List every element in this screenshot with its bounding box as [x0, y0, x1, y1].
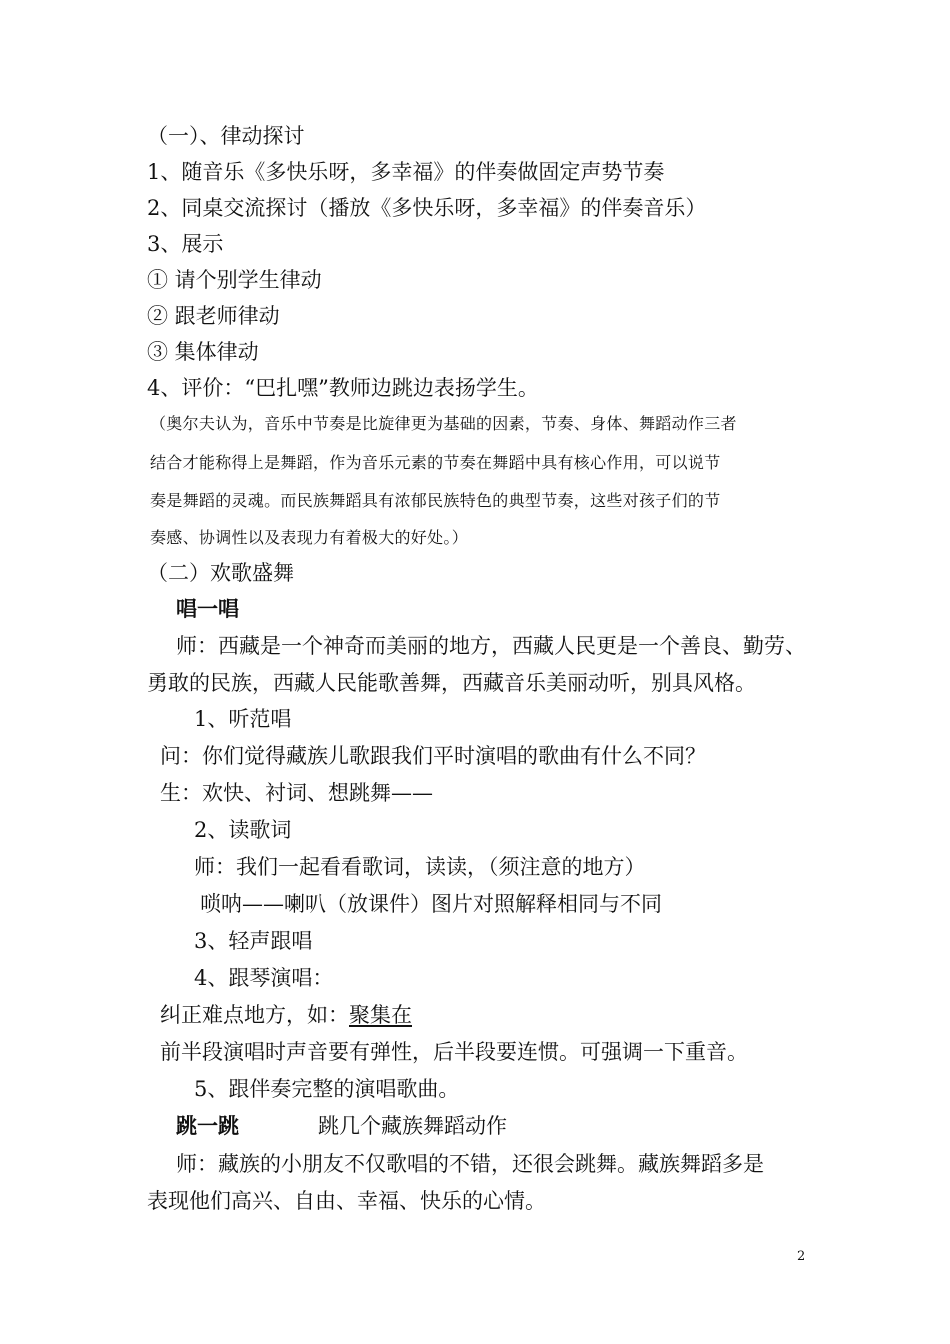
section-heading-1: （一）、律动探讨 [147, 124, 305, 148]
text-line: ① 请个别学生律动 [147, 268, 322, 292]
subheading-sing: 唱一唱 [176, 597, 239, 621]
text-line: 2、同桌交流探讨（播放《多快乐呀，多幸福》的伴奏音乐） [147, 196, 707, 220]
text-line: 1、随音乐《多快乐呀，多幸福》的伴奏做固定声势节奏 [147, 160, 665, 184]
note-line: 结合才能称得上是舞蹈，作为音乐元素的节奏在舞蹈中具有核心作用，可以说节 [150, 453, 721, 472]
text-line: 5、跟伴奏完整的演唱歌曲。 [194, 1077, 460, 1101]
text-fragment: 纠正难点地方，如： [160, 1003, 349, 1027]
text-line: 勇敢的民族，西藏人民能歌善舞，西藏音乐美丽动听，别具风格。 [147, 671, 756, 695]
text-line: 表现他们高兴、自由、幸福、快乐的心情。 [147, 1189, 546, 1213]
note-line: 奏感、协调性以及表现力有着极大的好处。） [150, 528, 469, 547]
text-line: 4、跟琴演唱： [194, 966, 334, 990]
text-line [160, 1000, 412, 1030]
note-line: （奥尔夫认为，音乐中节奏是比旋律更为基础的因素，节奏、身体、舞蹈动作三者 [150, 414, 737, 433]
text-line: 3、轻声跟唱 [194, 929, 313, 953]
text-line: 唢呐——喇叭（放课件）图片对照解释相同与不同 [200, 892, 662, 916]
underlined-phrase: 聚集在 [349, 1003, 412, 1027]
text-line: 4、评价：“巴扎嘿”教师边跳边表扬学生。 [147, 376, 539, 400]
text-line: 师：我们一起看看歌词，读读，（须注意的地方） [194, 855, 646, 879]
text-line: 跳几个藏族舞蹈动作 [318, 1114, 507, 1138]
subheading-dance: 跳一跳 [176, 1114, 239, 1138]
text-line: 3、展示 [147, 232, 224, 256]
text-line: 师：藏族的小朋友不仅歌唱的不错，还很会跳舞。藏族舞蹈多是 [176, 1152, 764, 1176]
page-number: 2 [797, 1249, 806, 1264]
text-line: ② 跟老师律动 [147, 304, 280, 328]
text-line: 生：欢快、衬词、想跳舞—— [160, 781, 433, 805]
text-line: 前半段演唱时声音要有弹性，后半段要连惯。可强调一下重音。 [160, 1040, 748, 1064]
text-line: 2、读歌词 [194, 818, 292, 842]
text-line: 1、听范唱 [194, 707, 292, 731]
text-line: 问：你们觉得藏族儿歌跟我们平时演唱的歌曲有什么不同？ [160, 744, 706, 768]
note-line: 奏是舞蹈的灵魂。而民族舞蹈具有浓郁民族特色的典型节奏，这些对孩子们的节 [150, 491, 721, 510]
text-line: ③ 集体律动 [147, 340, 259, 364]
section-heading-2: （二）欢歌盛舞 [147, 561, 294, 585]
text-line: 师：西藏是一个神奇而美丽的地方，西藏人民更是一个善良、勤劳、 [176, 634, 806, 658]
